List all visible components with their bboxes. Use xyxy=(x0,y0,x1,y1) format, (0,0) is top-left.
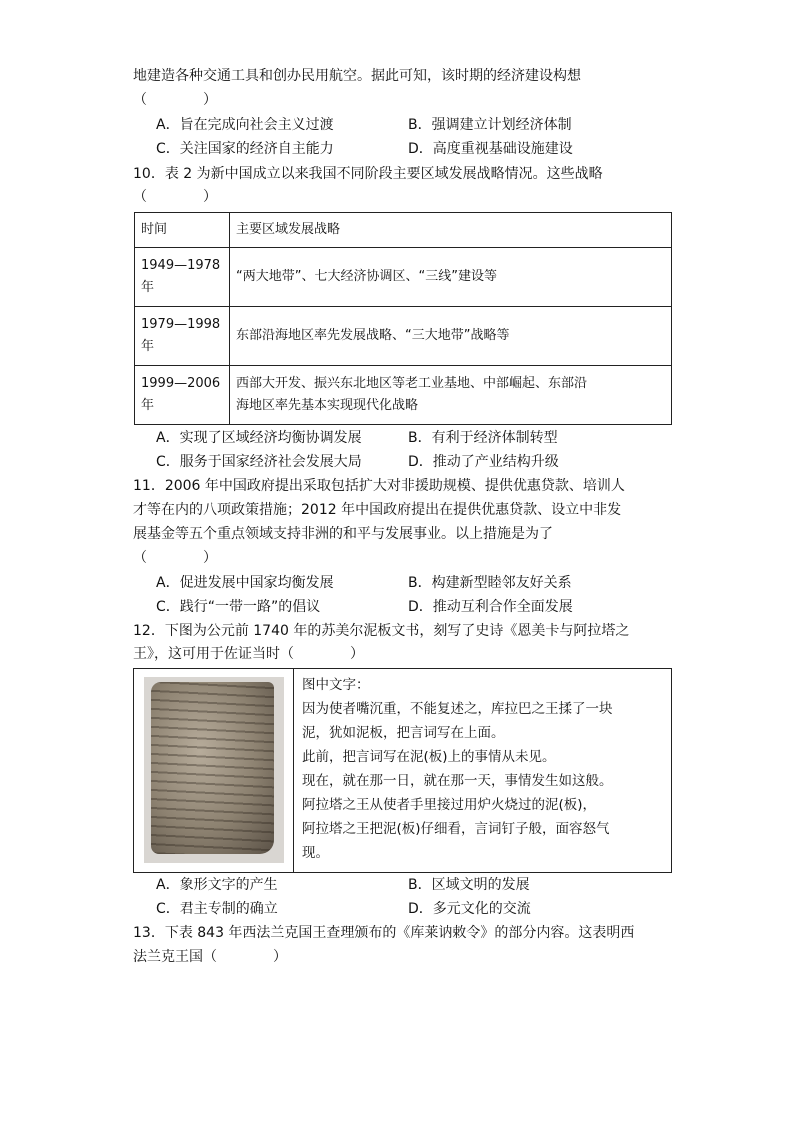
q10-option-c[interactable]: C．服务于国家经济社会发展大局 xyxy=(156,454,362,470)
q10-option-a[interactable]: A．实现了区域经济均衡协调发展 xyxy=(156,430,362,446)
translation-line: 此前，把言词写在泥(板)上的事情从未见。 xyxy=(302,749,556,765)
table-header-strategy: 主要区域发展战略 xyxy=(230,213,672,248)
q11-stem-line: 11．2006 年中国政府提出采取包括扩大对非援助规模、提供优惠贷款、培训人 xyxy=(133,478,625,494)
time-range: 1999—2006 xyxy=(141,376,221,391)
q11-stem-line: 才等在内的八项政策措施；2012 年中国政府提出在提供优惠贷款、设立中非发 xyxy=(133,502,622,518)
translation-line: 阿拉塔之王从使者手里接过用炉火烧过的泥(板)， xyxy=(302,797,597,813)
tablet-figure-box xyxy=(133,668,672,873)
q9-option-a[interactable]: A．旨在完成向社会主义过渡 xyxy=(156,117,334,133)
q11-stem-line: 展基金等五个重点领域支持非洲的和平与发展事业。以上措施是为了 xyxy=(133,526,553,542)
q13-stem-line: 法兰克王国（ ） xyxy=(133,949,287,965)
q12-option-d[interactable]: D．多元文化的交流 xyxy=(408,901,531,917)
q12-option-a[interactable]: A．象形文字的产生 xyxy=(156,877,278,893)
translation-line: 图中文字： xyxy=(302,677,370,693)
q9-answer-paren: （ ） xyxy=(133,92,217,108)
table-cell-time xyxy=(135,307,230,366)
q11-option-a[interactable]: A．促进发展中国家均衡发展 xyxy=(156,575,334,591)
q10-option-d[interactable]: D．推动了产业结构升级 xyxy=(408,454,559,470)
q11-option-d[interactable]: D．推动互利合作全面发展 xyxy=(408,599,573,615)
translation-line: 现在，就在那一日，就在那一天，事情发生如这般。 xyxy=(302,773,613,789)
time-unit: 年 xyxy=(141,339,155,354)
box-divider xyxy=(293,669,294,872)
translation-line: 阿拉塔之王把泥(板)仔细看，言词钉子般，面容怒气 xyxy=(302,821,610,837)
translation-line: 泥，犹如泥板，把言词写在上面。 xyxy=(302,725,505,741)
q9-option-b[interactable]: B．强调建立计划经济体制 xyxy=(408,117,572,133)
q12-stem-line: 12．下图为公元前 1740 年的苏美尔泥板文书，刻写了史诗《恩美卡与阿拉塔之 xyxy=(133,623,630,639)
table-header-row xyxy=(135,213,672,248)
table-row xyxy=(135,307,672,366)
q11-option-c[interactable]: C．践行“一带一路”的倡议 xyxy=(156,599,321,615)
q12-stem-line: 王》，这可用于佐证当时（ ） xyxy=(133,646,364,662)
time-unit: 年 xyxy=(141,398,155,413)
q9-option-d[interactable]: D．高度重视基础设施建设 xyxy=(408,141,573,157)
strategy-text: 海地区率先基本实现现代化战略 xyxy=(236,398,419,413)
strategy-table xyxy=(134,212,672,425)
table-cell-strategy xyxy=(230,248,672,307)
time-range: 1979—1998 xyxy=(141,317,221,332)
q10-option-b[interactable]: B．有利于经济体制转型 xyxy=(408,430,558,446)
q12-option-c[interactable]: C．君主专制的确立 xyxy=(156,901,278,917)
table-cell-strategy xyxy=(230,307,672,366)
q13-stem-line: 13．下表 843 年西法兰克国王查理颁布的《库莱讷敕令》的部分内容。这表明西 xyxy=(133,925,635,941)
q10-stem: 10．表 2 为新中国成立以来我国不同阶段主要区域发展战略情况。这些战略 xyxy=(133,166,603,182)
table-cell-strategy xyxy=(230,366,672,425)
q12-option-b[interactable]: B．区域文明的发展 xyxy=(408,877,530,893)
time-unit: 年 xyxy=(141,280,155,295)
q11-answer-paren: （ ） xyxy=(133,550,217,566)
clay-tablet-image xyxy=(151,682,274,854)
strategy-text: 西部大开发、振兴东北地区等老工业基地、中部崛起、东部沿 xyxy=(236,376,588,391)
q9-option-c[interactable]: C．关注国家的经济自主能力 xyxy=(156,141,334,157)
time-range: 1949—1978 xyxy=(141,258,221,273)
strategy-text: “两大地带”、七大经济协调区、“三线”建设等 xyxy=(236,269,497,284)
q10-answer-paren: （ ） xyxy=(133,189,217,205)
table-row xyxy=(135,366,672,425)
tablet-translation xyxy=(302,673,667,865)
table-cell-time xyxy=(135,248,230,307)
table-cell-time xyxy=(135,366,230,425)
translation-line: 现。 xyxy=(302,845,329,861)
translation-line: 因为使者嘴沉重，不能复述之，库拉巴之王揉了一块 xyxy=(302,701,613,717)
strategy-text: 东部沿海地区率先发展战略、“三大地带”战略等 xyxy=(236,328,510,343)
table-row xyxy=(135,248,672,307)
q9-stem-line: 地建造各种交通工具和创办民用航空。据此可知，该时期的经济建设构想 xyxy=(133,68,581,84)
table-header-time: 时间 xyxy=(135,213,230,248)
q11-option-b[interactable]: B．构建新型睦邻友好关系 xyxy=(408,575,572,591)
